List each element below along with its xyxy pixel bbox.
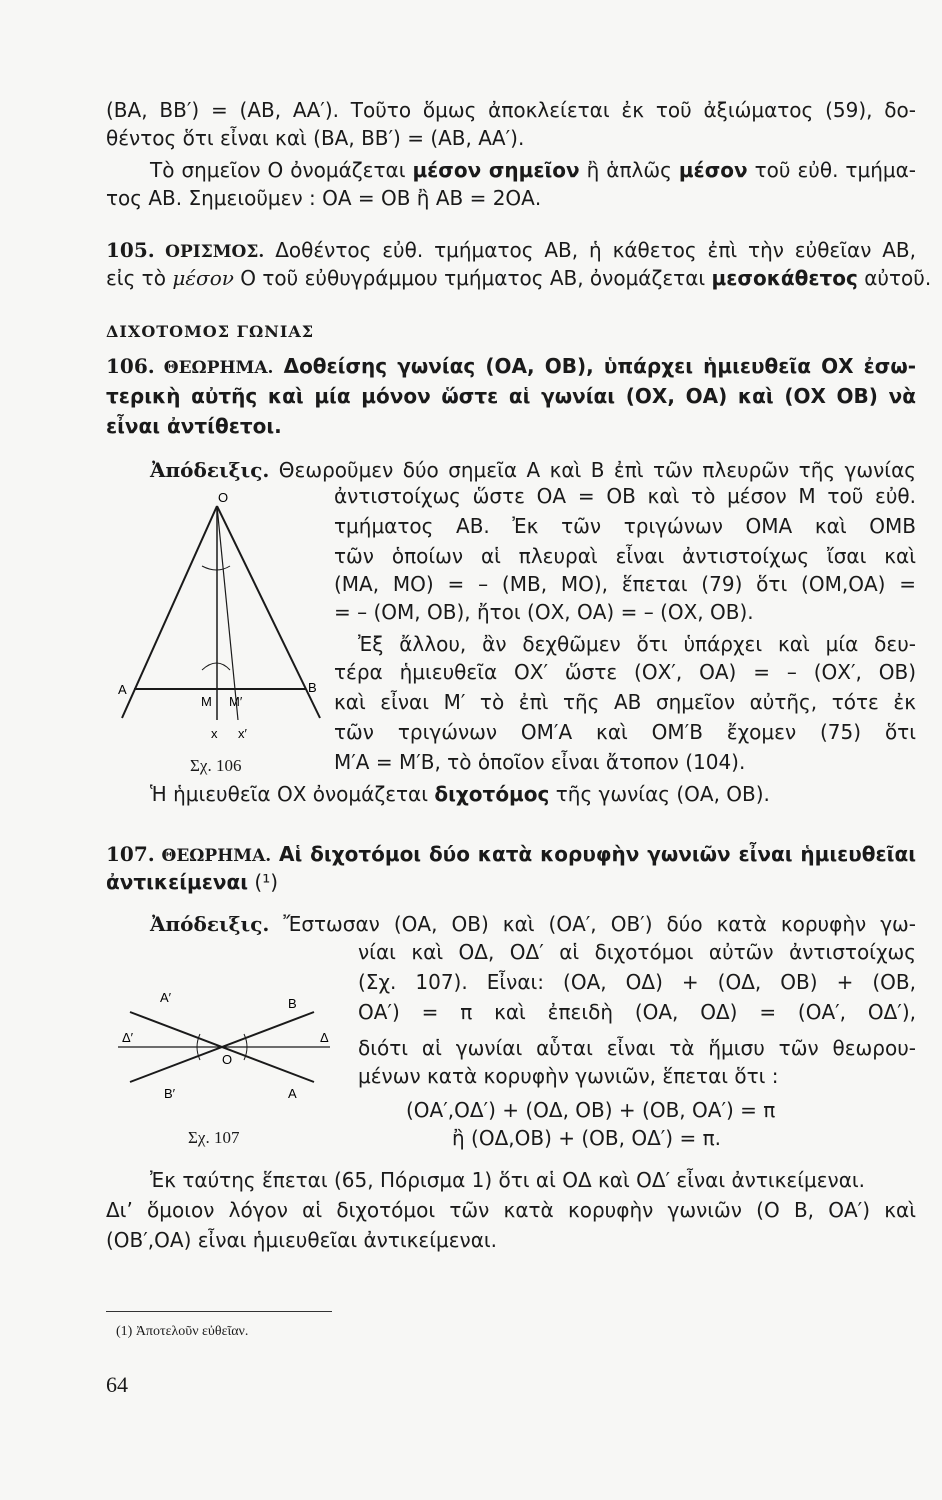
text-line: (ΒΑ, ΒΒ′) = (ΑΒ, ΑΑ′). Τοῦτο ὅμως ἀποκλείεται ἐκ τοῦ ἀξιώματος (59), δο-: [106, 98, 916, 122]
label-a: A: [288, 1086, 297, 1101]
footnote-ref: (¹): [248, 870, 279, 894]
angle-arc-bottom: [202, 663, 230, 670]
section-label: ΘΕΩΡΗΜΑ.: [154, 846, 272, 866]
text-line: [150, 156, 916, 184]
text-line: ἀντιστοίχως ὥστε ΟΑ = ΟΒ καὶ τὸ μέσον Μ τοῦ εὐθ.: [334, 484, 916, 508]
section-heading: ΔΙΧΟΤΟΜΟΣ ΓΩΝΙΑΣ: [106, 322, 315, 341]
text-run: Ἔστωσαν (ΟΑ, ΟΒ) καὶ (ΟΑ′, ΟΒ′) δύο κατὰ κορυφὴν γω-: [269, 912, 916, 936]
label-o: O: [218, 490, 229, 505]
section-number: 105.: [106, 238, 155, 262]
text-line: Δι’ ὅμοιον λόγον αἱ διχοτόμοι τῶν κατὰ κορυφὴν γωνιῶν (Ο Β, ΟΑ′) καὶ: [106, 1198, 916, 1222]
section-number: 106.: [106, 354, 155, 378]
text-run: Τὸ σημεῖον Ο ὀνομάζεται: [150, 158, 413, 182]
text-run: αὐτοῦ.: [857, 266, 932, 290]
text-line: νίαι καὶ ΟΔ, ΟΔ′ αἱ διχοτόμοι αὐτῶν ἀντιστοίχως: [358, 940, 916, 964]
theorem-text: Δοθείσης γωνίας (ΟΑ, ΟΒ), ὑπάρχει ἡμιευθεῖα ΟΧ ἐσω-: [273, 354, 916, 378]
theorem-107: [106, 840, 916, 870]
text-line: = – (ΟΜ, ΟΒ), ἤτοι (ΟΧ, ΟΑ) = – (ΟΧ, ΟΒ).: [334, 600, 754, 624]
figure-106-caption: Σχ. 106: [190, 756, 242, 775]
text-line: ΟΑ′) = π καὶ ἐπειδὴ (ΟΑ, ΟΔ) = (ΟΑ′, ΟΔ′),: [358, 1000, 916, 1024]
text-run: ἢ ἁπλῶς: [579, 158, 679, 182]
label-b: B: [288, 996, 297, 1011]
label-m: M: [201, 694, 212, 709]
label-d-prime: Δ′: [122, 1030, 134, 1045]
text-line: Ἐξ ἄλλου, ἂν δεχθῶμεν ὅτι ὑπάρχει καὶ μία δευ-: [358, 632, 916, 656]
text-line: τῶν ὁποίων αἱ πλευραὶ εἶναι ἀντιστοίχως ἴσαι καὶ: [334, 544, 916, 568]
label-a-prime: A′: [160, 990, 172, 1005]
page-number: 64: [106, 1372, 128, 1397]
text-run: εἰς τὸ: [106, 266, 173, 290]
label-a: A: [118, 682, 127, 697]
text-line: Μ′Α = Μ′Β, τὸ ὁποῖον εἶναι ἄτοπον (104).: [334, 750, 746, 774]
term-perpendicular-bisector: μεσοκάθετος: [711, 266, 858, 290]
text-line: καὶ εἶναι Μ′ τὸ ἐπὶ τῆς ΑΒ σημεῖον αὐτῆς, τότε ἐκ: [334, 690, 916, 714]
text-line: μένων κατὰ κορυφὴν γωνιῶν, ἕπεται ὅτι :: [358, 1064, 779, 1088]
text-line: θέντος ὅτι εἶναι καὶ (ΒΑ, ΒΒ′) = (ΑΒ, ΑΑ′).: [106, 126, 525, 150]
theorem-text: τερικὴ αὐτῆς καὶ μία μόνον ὥστε αἱ γωνίαι (ΟΧ, ΟΑ) καὶ (ΟΧ ΟΒ) νὰ: [106, 384, 916, 408]
ray-ob: [217, 506, 320, 718]
footnote: (1) Ἀποτελοῦν εὐθεῖαν.: [116, 1324, 249, 1339]
text-line: (ΟΒ′,ΟΑ) εἶναι ἡμιευθεῖαι ἀντικείμεναι.: [106, 1228, 498, 1252]
theorem-text: ἀντικείμεναι: [106, 870, 249, 894]
theorem-106: [106, 352, 916, 382]
text-line: διότι αἱ γωνίαι αὗται εἶναι τὰ ἥμισυ τῶν θεωρου-: [358, 1036, 916, 1060]
section-number: 107.: [106, 842, 155, 866]
text-run: τῆς γωνίας (ΟΑ, ΟΒ).: [549, 782, 770, 806]
term-middle: μέσον: [678, 158, 748, 182]
ray-ox2: [217, 506, 238, 720]
ray-oa: [122, 506, 217, 718]
text-run: Ο τοῦ εὐθυγράμμου τμήματος ΑΒ, ὀνομάζεται: [233, 266, 712, 290]
term-bisector: διχοτόμος: [434, 782, 550, 806]
text-run: Ἡ ἡμιευθεῖα ΟΧ ὀνομάζεται: [150, 782, 435, 806]
figure-106: [110, 490, 330, 750]
proof-106: [150, 456, 916, 484]
proof-107: [150, 910, 916, 938]
text-line: τος ΑΒ. Σημειοῦμεν : ΟΑ = ΟΒ ἢ ΑΒ = 2ΟΑ.: [106, 186, 542, 210]
proof-label: Ἀπόδειξις.: [150, 912, 270, 936]
text-line: [150, 780, 916, 808]
label-x: x: [211, 726, 218, 741]
figure-107: [114, 990, 344, 1110]
section-label: ΟΡΙΣΜΟΣ.: [154, 242, 265, 262]
section-label: ΘΕΩΡΗΜΑ.: [154, 358, 274, 378]
text-line: [106, 868, 916, 896]
label-x-prime: x′: [238, 726, 247, 741]
proof-label: Ἀπόδειξις.: [150, 458, 270, 482]
text-run: Θεωροῦμεν δύο σημεῖα Α καὶ Β ἐπὶ τῶν πλευρῶν τῆς γωνίας: [269, 458, 916, 482]
text-line: τέρα ἡμιευθεῖα ΟΧ′ ὥστε (ΟΧ′, ΟΑ) = – (ΟΧ′, ΟΒ): [334, 660, 916, 684]
theorem-text: Αἱ διχοτόμοι δύο κατὰ κορυφὴν γωνιῶν εἶναι ἡμιευθεῖαι: [271, 842, 917, 866]
figure-107-caption: Σχ. 107: [188, 1128, 240, 1147]
label-d: Δ: [320, 1030, 329, 1045]
label-b: B: [308, 680, 317, 695]
definition-105: [106, 236, 916, 266]
theorem-text: εἶναι ἀντίθετοι.: [106, 414, 282, 438]
angle-arc-top: [202, 566, 230, 570]
text-line: τῶν τριγώνων ΟΜ′Α καὶ ΟΜ′Β ἔχομεν (75) ὅτι: [334, 720, 916, 744]
text-line: [106, 264, 932, 292]
label-b-prime: B′: [164, 1086, 176, 1101]
label-o: O: [222, 1052, 233, 1067]
text-line: (Σχ. 107). Εἶναι: (ΟΑ, ΟΔ) + (ΟΔ, ΟΒ) + (ΟΒ,: [358, 970, 916, 994]
text-line: Ἐκ ταύτης ἕπεται (65, Πόρισμα 1) ὅτι αἱ ΟΔ καὶ ΟΔ′ εἶναι ἀντικείμεναι.: [150, 1168, 866, 1192]
text-run: τοῦ εὐθ. τμήμα-: [747, 158, 916, 182]
term-italic: μέσον: [172, 266, 234, 290]
text-run: Δοθέντος εὐθ. τμήματος ΑΒ, ἡ κάθετος ἐπὶ τὴν εὐθεῖαν ΑΒ,: [264, 238, 917, 262]
footnote-rule: [106, 1311, 332, 1312]
text-line: (ΜΑ, ΜΟ) = – (ΜΒ, ΜΟ), ἕπεται (79) ὅτι (ΟΜ,ΟΑ) =: [334, 572, 916, 596]
equation-1: (ΟΑ′,ΟΔ′) + (ΟΔ, ΟΒ) + (ΟΒ, ΟΑ′) = π: [406, 1098, 776, 1122]
text-line: τμήματος ΑΒ. Ἐκ τῶν τριγώνων ΟΜΑ καὶ ΟΜΒ: [334, 514, 916, 538]
label-m-prime: M′: [229, 694, 243, 709]
equation-2: ἢ (ΟΔ,ΟΒ) + (ΟΒ, ΟΔ′) = π.: [452, 1126, 721, 1150]
term-midpoint: μέσον σημεῖον: [412, 158, 580, 182]
